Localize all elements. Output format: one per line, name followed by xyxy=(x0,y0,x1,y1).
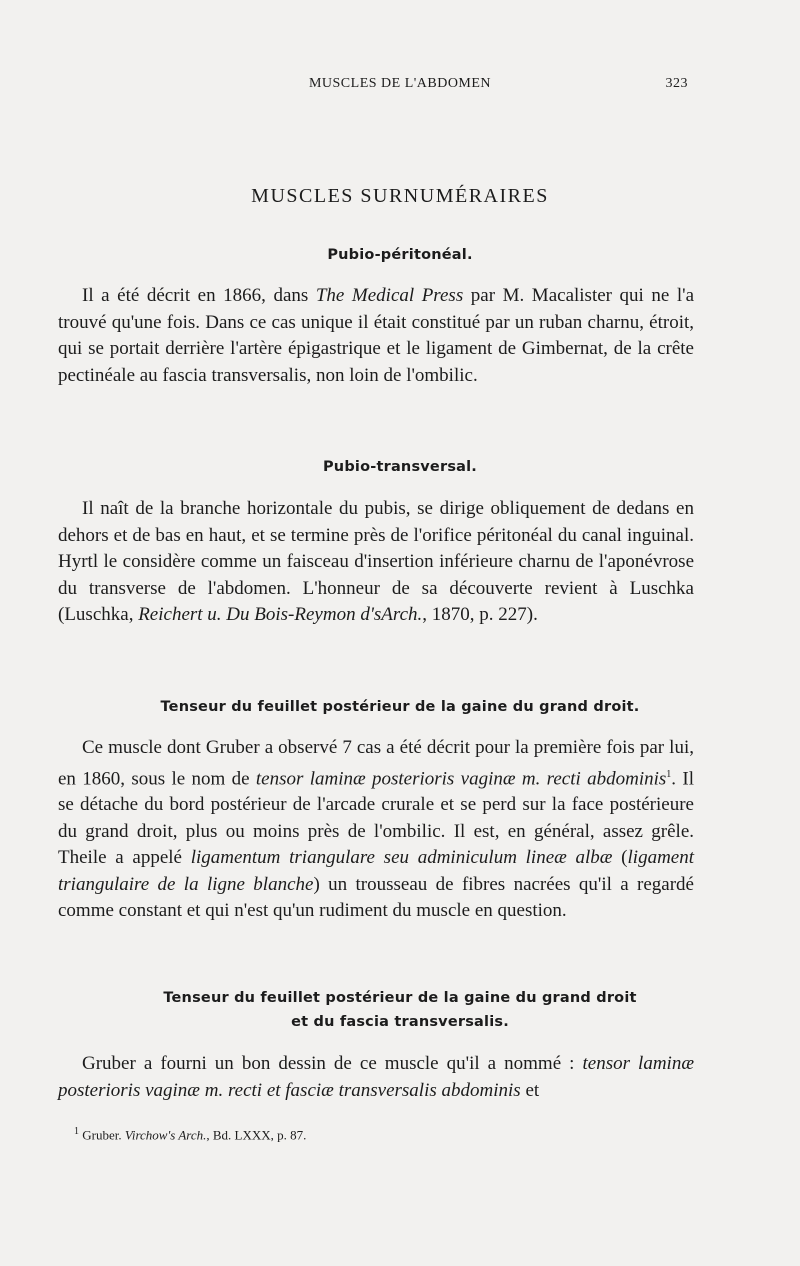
paragraph-tenseur-fascia: Gruber a fourni un bon dessin de ce muscle qu'il a nommé : tensor laminæ posterioris vaginæ m. recti et fasciæ transversalis abdominis et xyxy=(58,1053,694,1101)
paragraph-pubio-transversal: Il naît de la branche horizontale du pubis, se dirige obliquement de dedans en dehors et de bas en haut, et se termine près de l'orifice péritonéal du canal inguinal. Hyrtl le considère comme un faisceau d'insertion inférieure charnu de l'aponévrose du transverse de l'abdomen. L'honneur de sa découverte revient à Luschka (Luschka, Reichert u. Du Bois-Reymon d'sArch., 1870, p. 227). xyxy=(58,498,694,625)
latin-term: tensor laminæ posterioris vaginæ m. recti et fasciæ transversalis abdominis xyxy=(58,1053,694,1101)
footnote-marker: 1 xyxy=(666,768,672,780)
page-number: 323 xyxy=(665,76,688,91)
running-title: MUSCLES DE L'ABDOMEN xyxy=(308,76,492,91)
paragraph-tenseur-gaine: Ce muscle dont Gruber a observé 7 cas a été décrit pour la première fois par lui, en 1860, sous le nom de tensor laminæ posterioris vaginæ m. recti abdominis$^1$. Il se détache du bord postérieur de l'arcade crurale et se perd sur la face postérieure du grand droit, plus ou moins près de l'ombilic. Il est, en général, assez grêle. Theile a appelé ligamentum triangulare seu adminiculum lineæ albæ (ligament triangulaire de la ligne blanche) un trousseau de fibres nacrées qu'il a regardé comme constant et qui n'est qu'un rudiment du muscle en question. xyxy=(58,737,695,922)
latin-term: tensor laminæ posterioris vaginæ m. recti abdominis xyxy=(255,767,667,789)
journal-title: The Medical Press xyxy=(315,285,464,306)
footnote-marker: 1 xyxy=(74,1126,79,1137)
heading-pubio-peritoneal: Pubio-péritonéal. xyxy=(327,247,473,263)
heading-pubio-transversal: Pubio-transversal. xyxy=(322,459,478,475)
heading-tenseur-fascia-line2: et du fascia transversalis. xyxy=(291,1014,509,1030)
heading-tenseur-gaine: Tenseur du feuillet postérieur de la gaine du grand droit. xyxy=(160,699,640,715)
paragraph-pubio-peritoneal: Il a été décrit en 1866, dans The Medical Press par M. Macalister qui ne l'a trouvé qu'une fois. Dans ce cas unique il était constitué par un ruban charnu, étroit, qui se portait derrière l'artère épigastrique et le ligament de Gimbernat, de la crête pectinéale au fascia transversalis, non loin de l'ombilic. xyxy=(58,285,695,386)
section-title: MUSCLES SURNUMÉRAIRES xyxy=(251,185,549,207)
journal-reference: Reichert u. Du Bois-Reymon d'sArch. xyxy=(138,604,423,625)
footnote-journal: Virchow's Arch. xyxy=(124,1127,207,1143)
footnote: $^1$ Gruber. Virchow's Arch., Bd. LXXX, p. 87. xyxy=(74,1126,307,1143)
french-term: ligament triangulaire de la ligne blanche xyxy=(58,847,695,895)
latin-term: ligamentum triangulare seu adminiculum lineæ albæ xyxy=(190,847,613,869)
heading-tenseur-fascia-line1: Tenseur du feuillet postérieur de la gaine du grand droit xyxy=(163,990,637,1006)
running-head xyxy=(0,76,800,96)
